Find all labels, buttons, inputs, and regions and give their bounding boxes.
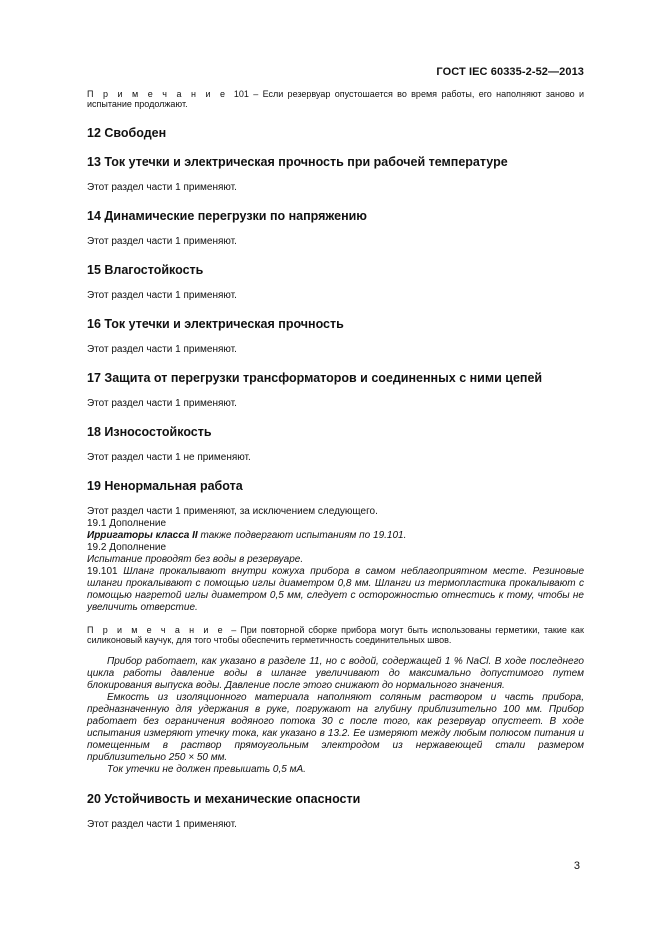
paragraph-test-3: Ток утечки не должен превышать 0,5 мА. xyxy=(107,764,306,775)
section-20-title: 20 Устойчивость и механические опасности xyxy=(87,792,361,806)
note-101-text: 101 – Если резервуар опустошается во время работы, его наполняют заново и испытание продолжают. xyxy=(87,89,584,109)
clause-19-2: 19.2 Дополнение xyxy=(87,542,167,553)
section-14-text: Этот раздел части 1 применяют. xyxy=(87,236,237,247)
section-16-text: Этот раздел части 1 применяют. xyxy=(87,344,237,355)
section-14-title: 14 Динамические перегрузки по напряжению xyxy=(87,209,367,223)
section-13-title: 13 Ток утечки и электрическая прочность при рабочей температуре xyxy=(87,155,508,169)
section-15-title: 15 Влагостойкость xyxy=(87,263,204,277)
paragraph-test-2: Емкость из изоляционного материала наполняют соляным раствором и часть прибора, предназначенную для удержания в руке, погружают на глубину приблизительно 100 мм. Прибор работает без ограничения водяного потока 30 с после того, как резервуар опустеет. В ходе испытания измеряют утечку тока, как указано в 13.2. Ее измеряют между любым полюсом питания и помещенным в раствор прямоугольным электродом из нержавеющей стали размером приблизительно 250 × 50 мм. xyxy=(87,692,584,763)
clause-19-1-bold: Ирригаторы класса II xyxy=(87,530,198,541)
section-18-text: Этот раздел части 1 не применяют. xyxy=(87,452,251,463)
section-18-title: 18 Износостойкость xyxy=(87,425,212,439)
section-17-text: Этот раздел части 1 применяют. xyxy=(87,398,237,409)
section-15-text: Этот раздел части 1 применяют. xyxy=(87,290,237,301)
section-20-text: Этот раздел части 1 применяют. xyxy=(87,819,237,830)
clause-19-1-rest: также подвергают испытаниям по 19.101. xyxy=(200,530,407,541)
section-17-title: 17 Защита от перегрузки трансформаторов и соединенных с ними цепей xyxy=(87,371,543,385)
note-101-label: П р и м е ч а н и е xyxy=(87,89,228,99)
clause-19-101-text: Шланг прокалывают внутри кожуха прибора в самом неблагоприятном месте. Резиновые шланги прокалывают с помощью иглы диаметром 0,8 мм. Шланги из термопластика прокалывают с помощью нагретой иглы диаметром 0,5 мм, следует с осторожностью отнестись к тому, чтобы не увеличить отверстие. xyxy=(87,566,585,613)
section-19-title: 19 Ненормальная работа xyxy=(87,479,243,493)
clause-19-1: 19.1 Дополнение xyxy=(87,518,167,529)
clause-19-101 xyxy=(87,566,584,614)
paragraph-test-1: Прибор работает, как указано в разделе 11, но с водой, содержащей 1 % NaCl. В ходе последнего цикла работы давление воды в шланге увеличивают до максимально допустимого путем блокирования выпуска воды. Давление после этого снижают до нормального значения. xyxy=(87,656,584,691)
note-19-label: П р и м е ч а н и е xyxy=(87,625,226,635)
note-101 xyxy=(87,89,584,109)
section-12-title: 12 Свободен xyxy=(87,126,167,140)
note-19-text: – При повторной сборке прибора могут быть использованы герметики, такие как силиконовый каучук, для того чтобы обеспечить герметичность соединительных швов. xyxy=(87,625,584,645)
section-16-title: 16 Ток утечки и электрическая прочность xyxy=(87,317,344,331)
page-number: 3 xyxy=(573,860,580,872)
note-19 xyxy=(87,625,584,645)
clause-19-101-number: 19.101 xyxy=(87,566,118,577)
section-19-text: Этот раздел части 1 применяют, за исключением следующего. xyxy=(87,506,378,517)
clause-19-2-text: Испытание проводят без воды в резервуаре. xyxy=(87,554,304,565)
section-13-text: Этот раздел части 1 применяют. xyxy=(87,182,237,193)
page-content xyxy=(87,89,584,831)
standard-code: ГОСТ IEC 60335-2-52—2013 xyxy=(436,66,584,78)
clause-19-1-text xyxy=(87,530,584,542)
